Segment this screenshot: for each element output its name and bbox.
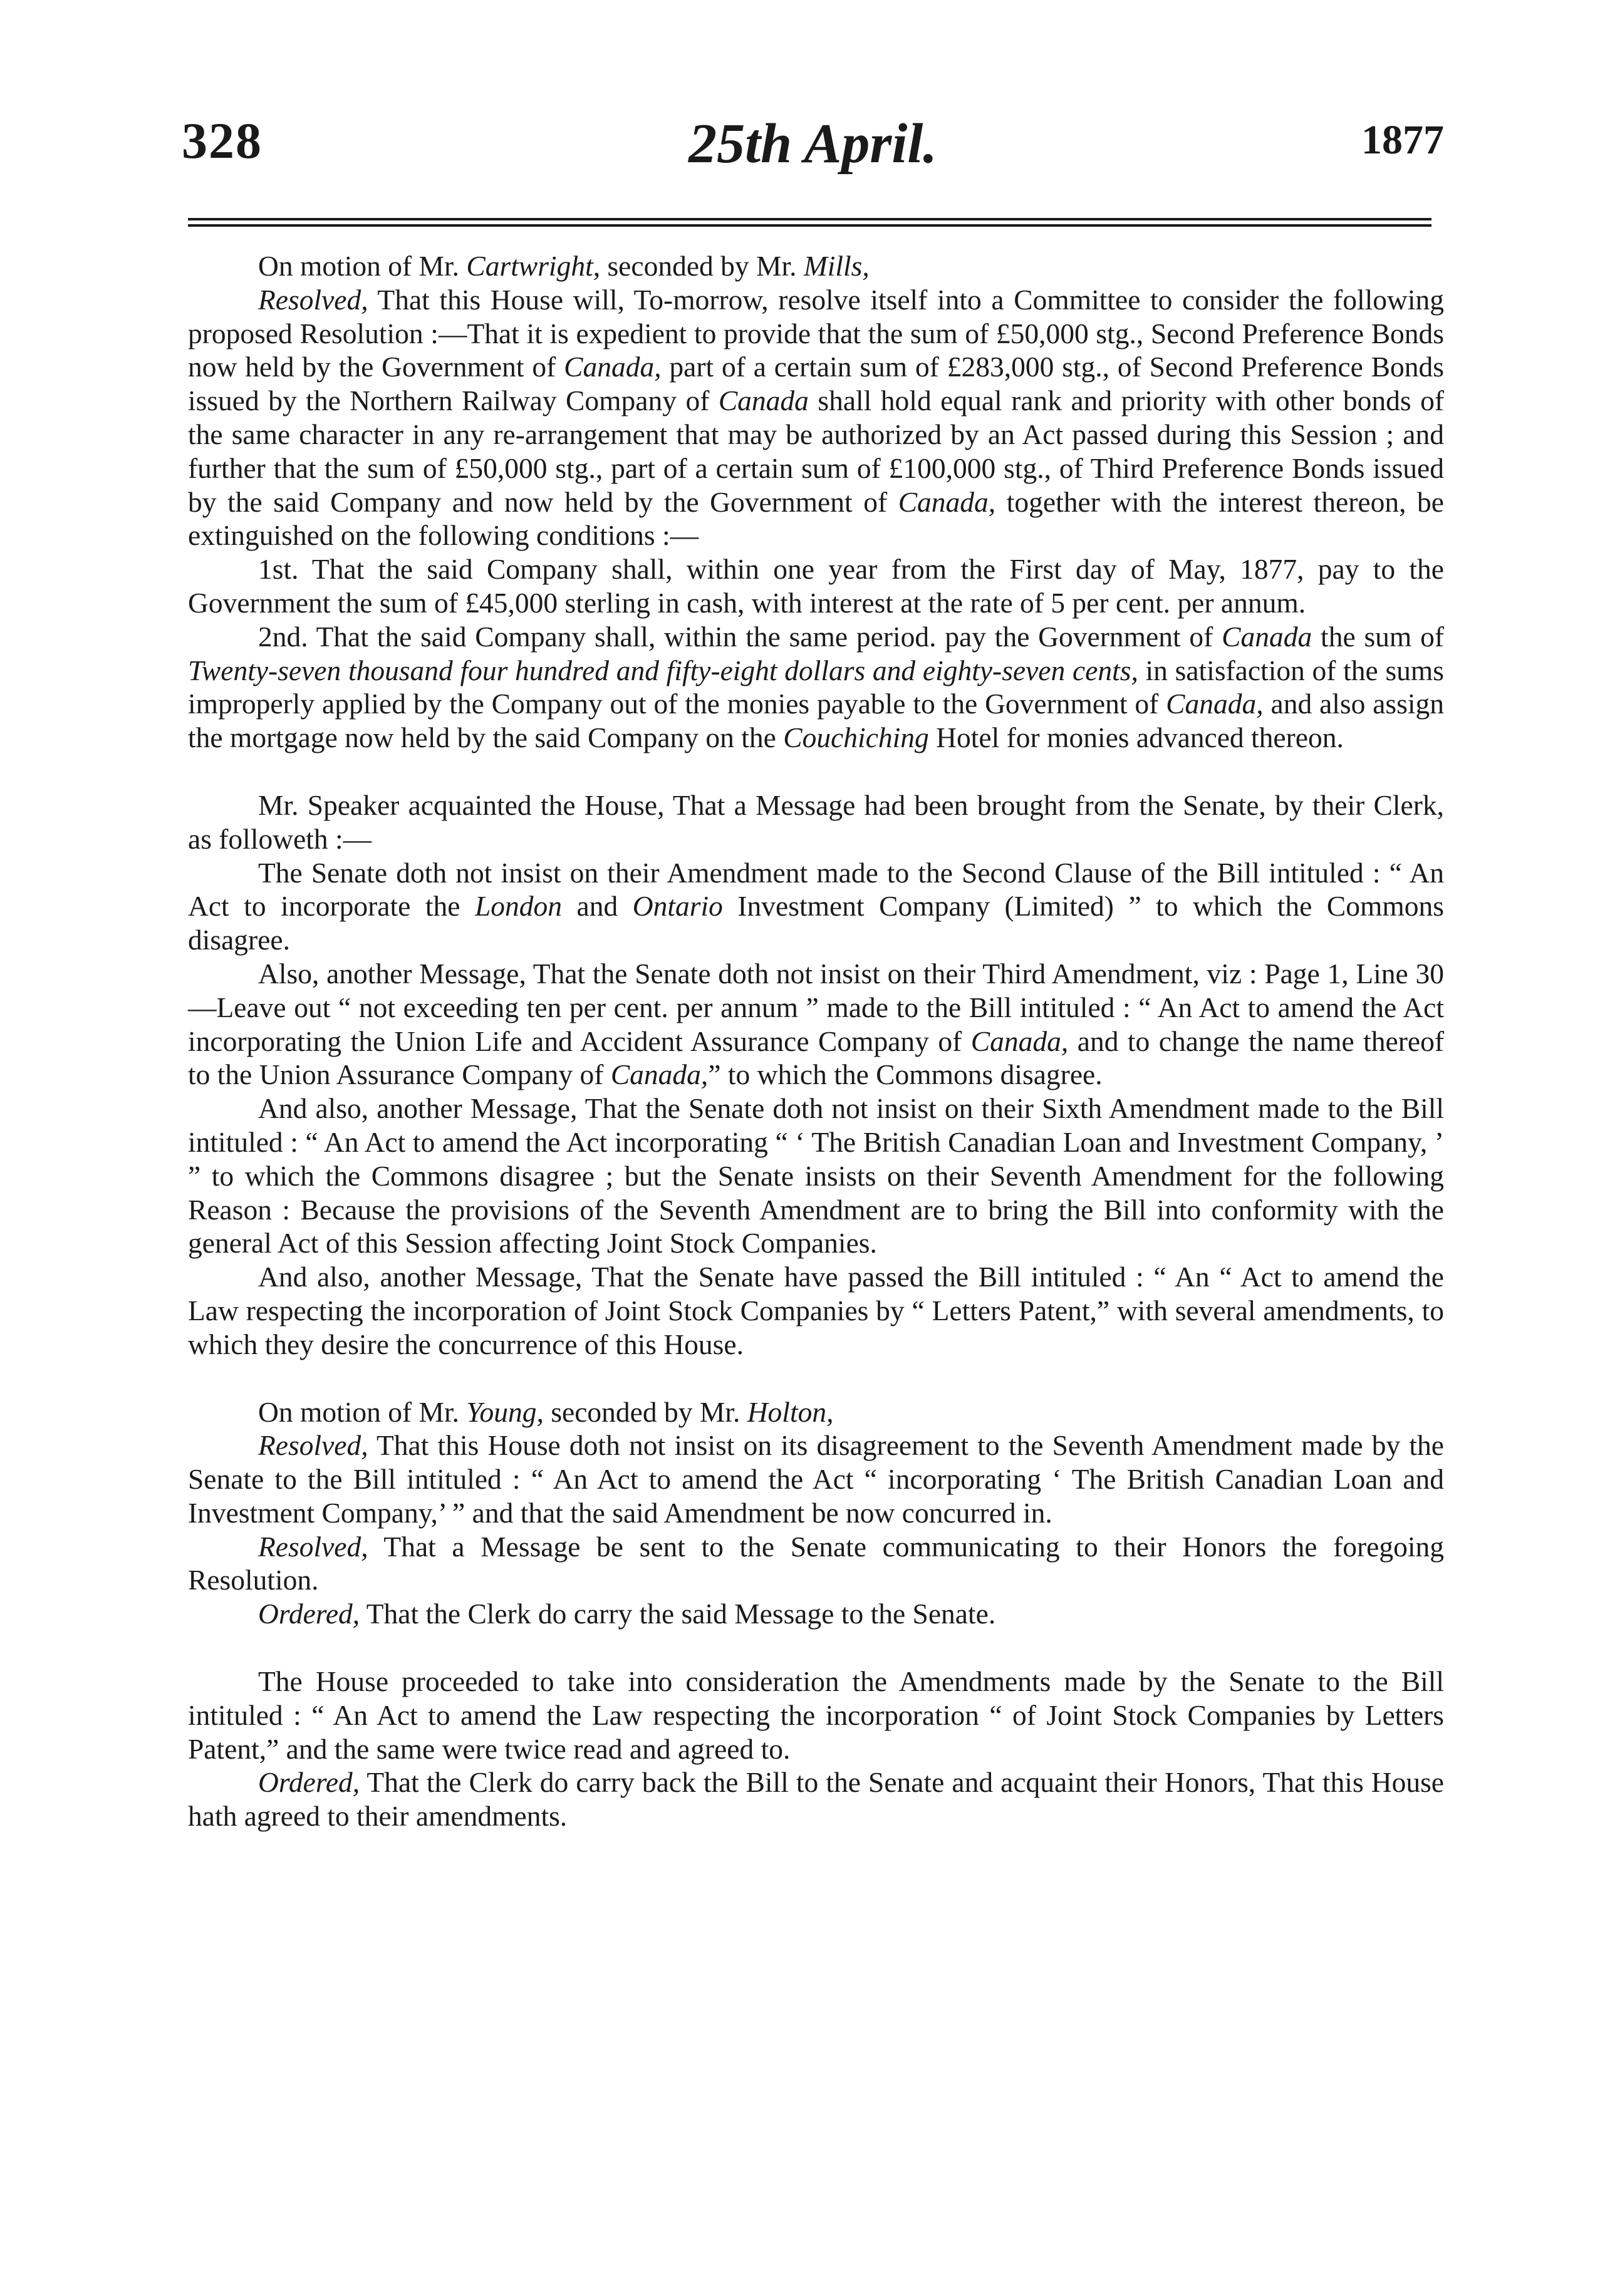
journal-paragraph: Resolved, That a Message be sent to the Senate communicating to their Honors the foregoing Resolution. bbox=[188, 1530, 1444, 1596]
page-header bbox=[182, 111, 1444, 180]
journal-paragraph: Ordered, That the Clerk do carry the said Message to the Senate. bbox=[258, 1598, 996, 1630]
page-number: 328 bbox=[182, 112, 262, 169]
journal-paragraph: On motion of Mr. Cartwright, seconded by Mr. Mills, bbox=[258, 250, 870, 282]
journal-paragraph: Resolved, That this House will, To-morrow, resolve itself into a Committee to consider the following proposed Resolution :—That it is expedient to provide that the sum of £50,000 stg., Second Preference Bonds now held by the Government of Canada, part of a certain sum of £283,000 stg., of Second Preference Bonds issued by the Northern Railway Company of Canada shall hold equal rank and priority with other bonds of the same character in any re-arrangement that may be authorized by an Act passed during this Session ; and further that the sum of £50,000 stg., part of a certain sum of £100,000 stg., of Third Preference Bonds issued by the said Company and now held by the Government of Canada, together with the interest thereon, be extinguished on the following conditions :— bbox=[188, 283, 1444, 552]
journal-body bbox=[188, 249, 1444, 1833]
journal-paragraph: Also, another Message, That the Senate doth not insist on their Third Amendment, viz : Page 1, Line 30—Leave out “ not exceeding ten per cent. per annum ” made to the Bill intituled : “ An Act to amend the Act incorporating the Union Life and Accident Assurance Company of Canada, and to change the name thereof to the Union Assurance Company of Canada,” to which the Commons disagree. bbox=[188, 957, 1445, 1091]
journal-paragraph: Ordered, That the Clerk do carry back the Bill to the Senate and acquaint their Honors, That this House hath agreed to their amendments. bbox=[188, 1766, 1444, 1833]
journal-paragraph: The House proceeded to take into consideration the Amendments made by the Senate to the Bill intituled : “ An Act to amend the Law respecting the incorporation “ of Joint Stock Companies by Letters Patent,” and the same were twice read and agreed to. bbox=[188, 1665, 1444, 1765]
journal-paragraph: And also, another Message, That the Senate have passed the Bill intituled : “ An “ Act to amend the Law respecting the incorporation of Joint Stock Companies by “ Letters Patent,” with several amendments, to which they desire the concurrence of this House. bbox=[188, 1261, 1444, 1360]
journal-paragraph: 1st. That the said Company shall, within one year from the First day of May, 1877, pay to the Government the sum of £45,000 sterling in cash, with interest at the rate of 5 per cent. per annum. bbox=[188, 553, 1444, 619]
journal-paragraph: And also, another Message, That the Senate doth not insist on their Sixth Amendment made to the Bill intituled : “ An Act to amend the Act incorporating “ ‘ The British Canadian Loan and Investment Company, ’ ” to which the Commons disagree ; but the Senate insists on their Seventh Amendment for the following Reason : Because the provisions of the Seventh Amendment are to bring the Bill into conformity with the general Act of this Session affecting Joint Stock Companies. bbox=[188, 1092, 1444, 1259]
header-double-rule bbox=[188, 218, 1431, 229]
journal-paragraph: Mr. Speaker acquainted the House, That a Message had been brought from the Senate, by their Clerk, as followeth :— bbox=[188, 789, 1444, 855]
page-date: 25th April. bbox=[688, 113, 937, 175]
journal-paragraph: The Senate doth not insist on their Amendment made to the Second Clause of the Bill intituled : “ An Act to incorporate the London and Ontario Investment Company (Limited) ” to which the Commons disagree. bbox=[188, 856, 1444, 956]
journal-paragraph: 2nd. That the said Company shall, within the same period. pay the Government of Canada the sum of Twenty-seven thousand four hundred and fifty-eight dollars and eighty-seven cents, in satisfaction of the sums improperly applied by the Company out of the monies payable to the Government of Canada, and also assign the mortgage now held by the said Company on the Couchiching Hotel for monies advanced thereon. bbox=[188, 620, 1444, 754]
page-year: 1877 bbox=[1361, 117, 1444, 163]
journal-paragraph: Resolved, That this House doth not insist on its disagreement to the Seventh Amendment made by the Senate to the Bill intituled : “ An Act to amend the Act “ incorporating ‘ The British Canadian Loan and Investment Company,’ ” and that the said Amendment be now concurred in. bbox=[188, 1429, 1444, 1529]
journal-paragraph: On motion of Mr. Young, seconded by Mr. Holton, bbox=[258, 1395, 834, 1428]
